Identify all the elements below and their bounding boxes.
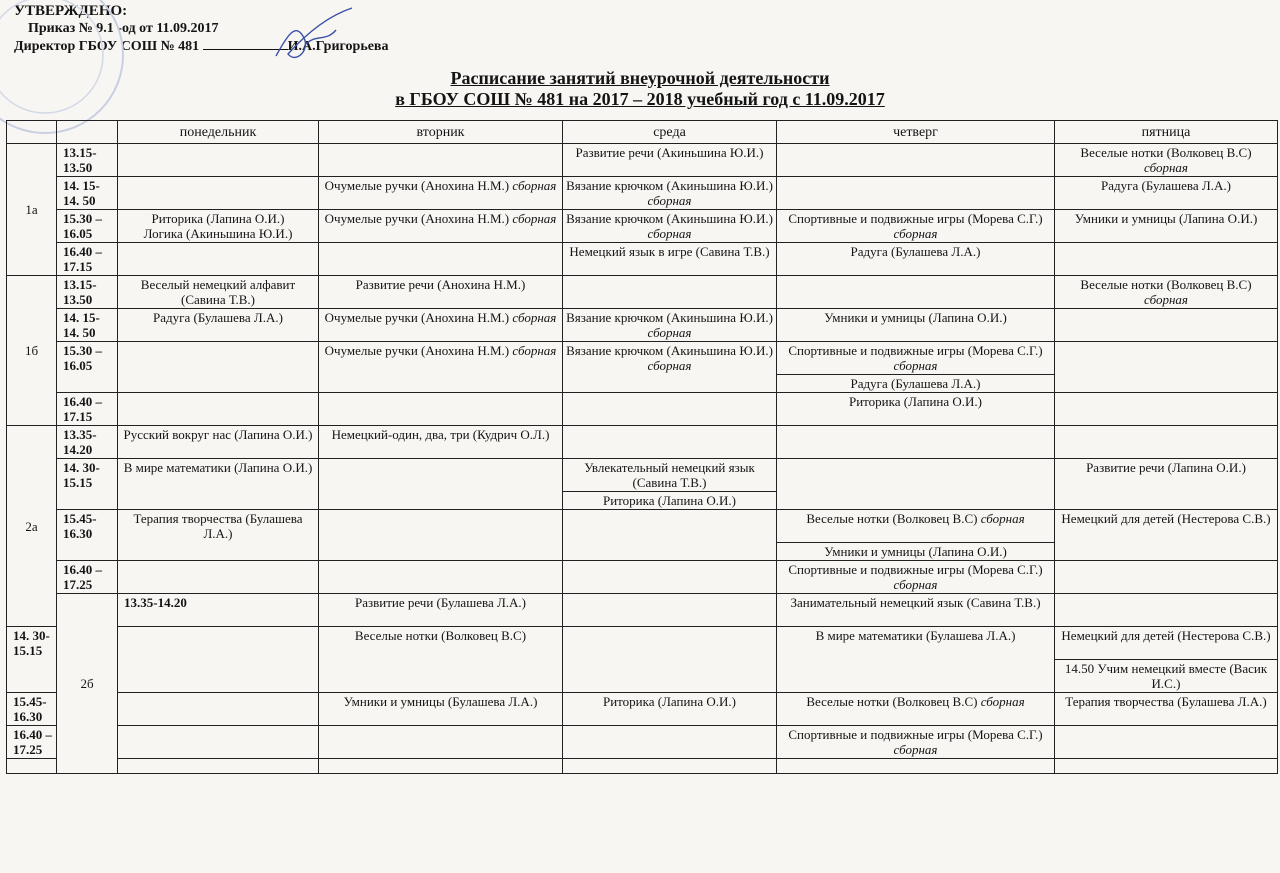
schedule-table [6,120,1278,774]
day-header: пятница [1055,121,1278,144]
time-slot: 15.30 – 16.05 [57,210,118,243]
schedule-cell: Увлекательный немецкий язык (Савина Т.В.) [563,459,777,492]
group-tag: сборная [893,577,938,592]
corner-cell-time [57,121,118,144]
schedule-cell [777,144,1055,177]
table-row [7,759,1278,774]
schedule-cell [319,510,563,561]
activity: Спортивные и подвижные игры (Морева С.Г.) [788,343,1043,358]
schedule-cell [118,342,319,393]
time-slot: 15.45-16.30 [7,693,57,726]
class-label: 1а [7,144,57,276]
schedule-cell: Риторика (Лапина О.И.) [563,693,777,726]
schedule-cell: Риторика (Лапина О.И.) [563,492,777,510]
schedule-cell [118,627,319,693]
schedule-cell: Занимательный немецкий язык (Савина Т.В.) [777,594,1055,627]
order-line: Приказ № 9.1 -од от 11.09.2017 [28,21,219,36]
schedule-cell [1055,342,1278,393]
table-row [7,426,1278,459]
table-row [7,309,1278,342]
schedule-cell [319,561,563,594]
table-row [7,393,1278,426]
class-label: 1б [7,276,57,426]
time-slot: 16.40 – 17.25 [7,726,57,759]
schedule-cell [118,561,319,594]
schedule-cell [777,759,1055,774]
schedule-cell [777,177,1055,210]
schedule-cell [118,759,319,774]
day-header: среда [563,121,777,144]
time-slot: 16.40 – 17.15 [57,393,118,426]
schedule-cell: Радуга (Булашева Л.А.) [1055,177,1278,210]
schedule-cell [777,276,1055,309]
schedule-cell [118,693,319,726]
table-row [7,144,1278,177]
schedule-cell: Развитие речи (Лапина О.И.) [1055,459,1278,510]
schedule-cell: Радуга (Булашева Л.А.) [777,375,1055,393]
schedule-cell [118,210,319,243]
table-row [7,726,1278,759]
schedule-cell: Немецкий-один, два, три (Кудрич О.Л.) [319,426,563,459]
class-label: 2а [7,426,57,627]
title-line-2: в ГБОУ СОШ № 481 на 2017 – 2018 учебный год с 11.09.2017 [395,89,885,109]
group-tag: сборная [512,343,557,358]
schedule-cell [563,342,777,393]
table-row [7,561,1278,594]
group-tag: сборная [647,193,692,208]
schedule-cell [563,309,777,342]
schedule-cell [319,243,563,276]
schedule-cell [1055,726,1278,759]
table-row [7,342,1278,375]
activity: Вязание крючком (Акиньшина Ю.И.) [566,310,773,325]
time-slot: 13.15-13.50 [57,276,118,309]
activity: Веселые нотки (Волковец В.С) [806,511,978,526]
activity: Очумелые ручки (Анохина Н.М.) [324,211,510,226]
time-slot: 14. 30-15.15 [7,627,57,693]
approved-label: УТВЕРЖДЕНО: [14,3,128,19]
schedule-cell: Радуга (Булашева Л.А.) [118,309,319,342]
document-title [0,68,1280,110]
schedule-cell [319,393,563,426]
time-slot: 13.35-14.20 [57,426,118,459]
schedule-cell [563,426,777,459]
schedule-cell: В мире математики (Лапина О.И.) [118,459,319,510]
activity: Вязание крючком (Акиньшина Ю.И.) [566,343,773,358]
group-tag: сборная [893,226,938,241]
schedule-cell: Веселый немецкий алфавит (Савина Т.В.) [118,276,319,309]
activity: Спортивные и подвижные игры (Морева С.Г.) [788,562,1043,577]
activity: Логика (Акиньшина Ю.И.) [143,226,293,241]
schedule-cell [563,393,777,426]
schedule-cell [563,726,777,759]
schedule-cell: Русский вокруг нас (Лапина О.И.) [118,426,319,459]
group-tag: сборная [647,325,692,340]
schedule-cell [319,210,563,243]
group-tag: сборная [1144,292,1188,307]
schedule-cell [319,177,563,210]
schedule-cell: Развитие речи (Акиньшина Ю.И.) [563,144,777,177]
table-row [7,177,1278,210]
schedule-cell: Веселые нотки (Волковец В.С) [319,627,563,693]
group-tag: сборная [647,226,692,241]
group-tag: сборная [1144,160,1188,175]
group-tag: сборная [980,511,1025,526]
time-slot: 16.40 – 17.15 [57,243,118,276]
schedule-cell [563,627,777,693]
activity: Очумелые ручки (Анохина Н.М.) [324,310,510,325]
schedule-cell [118,243,319,276]
schedule-cell [777,693,1055,726]
time-slot: 14. 30-15.15 [57,459,118,510]
schedule-cell: В мире математики (Булашева Л.А.) [777,627,1055,693]
time-slot: 14. 15-14. 50 [57,177,118,210]
director-name: И.А.Григорьева [287,39,389,54]
class-label: 2б [57,594,118,774]
director-prefix: Директор ГБОУ СОШ № 481 [14,39,203,54]
activity: Спортивные и подвижные игры (Морева С.Г.) [788,727,1043,742]
schedule-cell [563,210,777,243]
activity: Очумелые ручки (Анохина Н.М.) [324,343,510,358]
schedule-cell [118,726,319,759]
schedule-cell [319,342,563,393]
schedule-cell: 14.50 Учим немецкий вместе (Васик И.С.) [1055,660,1278,693]
schedule-cell [319,759,563,774]
schedule-cell: Риторика (Лапина О.И.) [777,393,1055,426]
schedule-cell [118,144,319,177]
schedule-cell [319,309,563,342]
schedule-cell [1055,561,1278,594]
schedule-cell [118,177,319,210]
corner-cell [7,121,57,144]
schedule-cell [777,426,1055,459]
schedule-cell: Умники и умницы (Лапина О.И.) [777,309,1055,342]
schedule-cell [777,561,1055,594]
schedule-cell [563,276,777,309]
schedule-cell: Умники и умницы (Лапина О.И.) [1055,210,1278,243]
table-row [7,243,1278,276]
schedule-cell [1055,243,1278,276]
schedule-cell [563,177,777,210]
schedule-cell [563,561,777,594]
schedule-cell: Радуга (Булашева Л.А.) [777,243,1055,276]
activity: Спортивные и подвижные игры (Морева С.Г.) [788,211,1043,226]
time-slot: 13.35-14.20 [118,594,319,627]
table-row [7,693,1278,726]
schedule-cell: Умники и умницы (Лапина О.И.) [777,543,1055,561]
time-slot: 14. 15-14. 50 [57,309,118,342]
time-slot: 15.30 – 16.05 [57,342,118,393]
day-header: четверг [777,121,1055,144]
time-slot: 15.45-16.30 [57,510,118,561]
group-tag: сборная [512,310,557,325]
schedule-cell: Умники и умницы (Булашева Л.А.) [319,693,563,726]
schedule-cell: Терапия творчества (Булашева Л.А.) [118,510,319,561]
table-row [7,459,1278,492]
schedule-cell [563,759,777,774]
day-header: понедельник [118,121,319,144]
schedule-cell: Немецкий для детей (Нестерова С.В.) [1055,627,1278,660]
schedule-cell [1055,276,1278,309]
table-row [7,210,1278,243]
day-header: вторник [319,121,563,144]
schedule-cell: Терапия творчества (Булашева Л.А.) [1055,693,1278,726]
header-row [7,121,1278,144]
schedule-cell [1055,594,1278,627]
activity: Вязание крючком (Акиньшина Ю.И.) [566,178,773,193]
group-tag: сборная [647,358,692,373]
schedule-cell [1055,759,1278,774]
time-slot: 16.40 – 17.25 [57,561,118,594]
schedule-cell [777,459,1055,510]
group-tag: сборная [512,178,557,193]
schedule-cell: Немецкий язык в игре (Савина Т.В.) [563,243,777,276]
time-slot: 13.15-13.50 [57,144,118,177]
schedule-cell [1055,309,1278,342]
schedule-cell [319,726,563,759]
schedule-cell [319,459,563,510]
group-tag: сборная [893,358,938,373]
table-row [7,510,1278,543]
activity: Вязание крючком (Акиньшина Ю.И.) [566,211,773,226]
schedule-cell [777,210,1055,243]
table-row [7,594,1278,627]
schedule-cell [1055,144,1278,177]
schedule-cell: Развитие речи (Булашева Л.А.) [319,594,563,627]
schedule-cell [7,759,57,774]
group-tag: сборная [512,211,557,226]
activity: Риторика (Лапина О.И.) [151,211,285,226]
activity: Очумелые ручки (Анохина Н.М.) [324,178,510,193]
activity: Веселые нотки (Волковец В.С) [1080,145,1252,160]
table-row [7,627,1278,660]
activity: Веселые нотки (Волковец В.С) [1080,277,1252,292]
schedule-cell [563,594,777,627]
schedule-cell: Немецкий для детей (Нестерова С.В.) [1055,510,1278,561]
group-tag: сборная [893,742,938,757]
table-row [7,276,1278,309]
schedule-cell [319,144,563,177]
schedule-cell [118,393,319,426]
schedule-cell: Развитие речи (Анохина Н.М.) [319,276,563,309]
schedule-cell [777,510,1055,543]
title-line-1: Расписание занятий внеурочной деятельности [450,68,830,88]
schedule-cell [563,510,777,561]
schedule-cell [777,726,1055,759]
schedule-cell [777,342,1055,375]
activity: Веселые нотки (Волковец В.С) [806,694,978,709]
signature [266,4,366,70]
schedule-cell [1055,426,1278,459]
schedule-cell [1055,393,1278,426]
group-tag: сборная [980,694,1025,709]
